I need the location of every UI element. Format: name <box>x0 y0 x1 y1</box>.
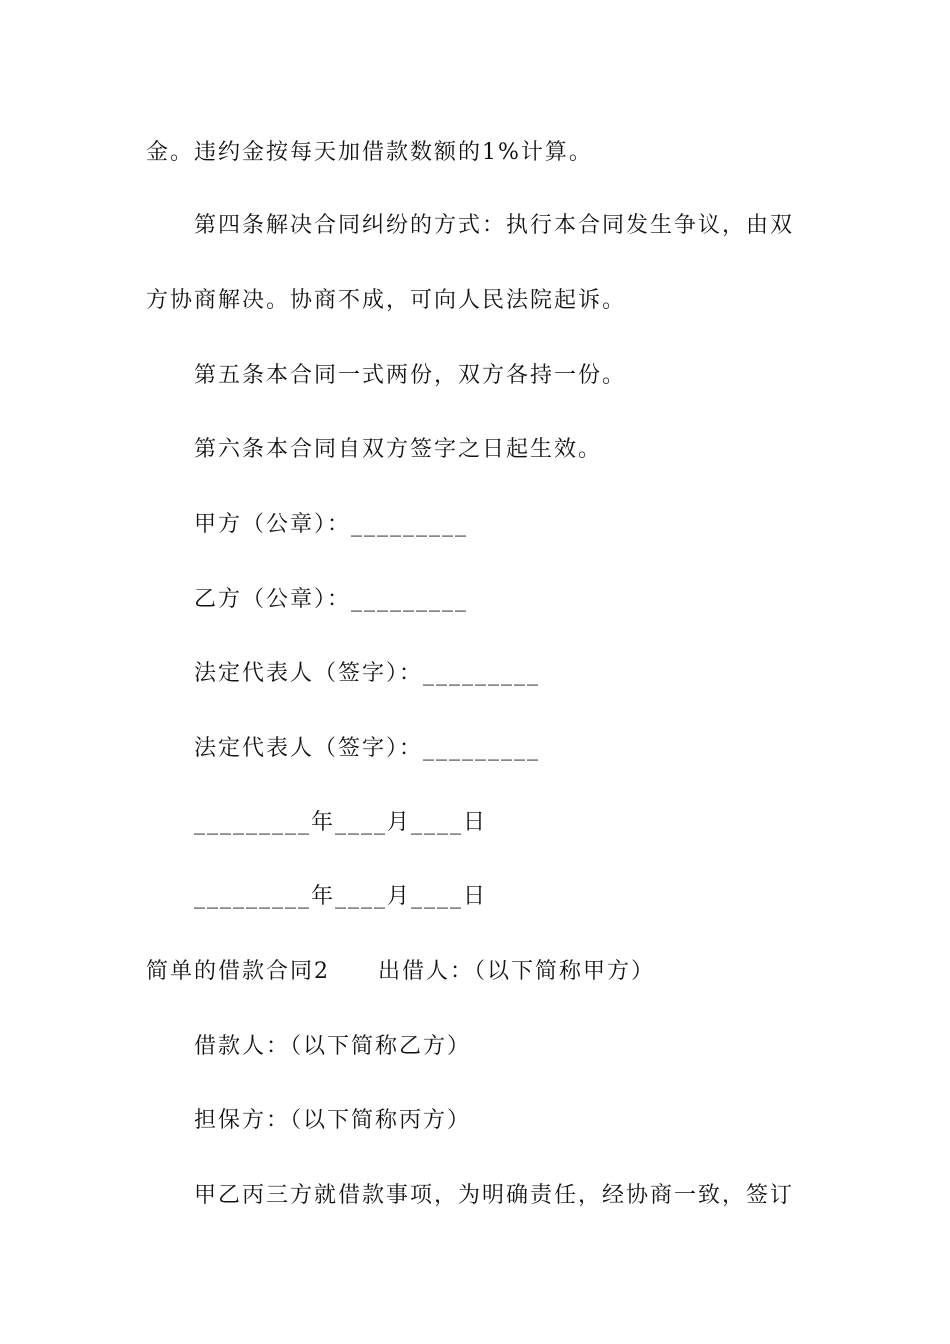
text-line-borrower: 借款人：（以下简称乙方） <box>194 1034 472 1059</box>
signature-line-party-b-seal: 乙方（公章）：_________ <box>194 587 469 612</box>
signature-line-legal-rep-1: 法定代表人（签字）：_________ <box>194 661 541 686</box>
section-title-contract-2: 简单的借款合同2 出借人：（以下简称甲方） <box>146 959 655 984</box>
text-line-article-5: 第五条本合同一式两份，双方各持一份。 <box>194 363 627 388</box>
text-line-agreement-intro: 甲乙丙三方就借款事项，为明确责任，经协商一致，签订 <box>194 1183 795 1208</box>
text-line-article-6: 第六条本合同自双方签字之日起生效。 <box>194 437 603 462</box>
signature-line-legal-rep-2: 法定代表人（签字）：_________ <box>194 736 541 761</box>
text-line-guarantor: 担保方：（以下简称丙方） <box>194 1108 472 1133</box>
text-line-article-4-cont: 方协商解决。协商不成，可向人民法院起诉。 <box>146 288 627 313</box>
signature-line-party-a-seal: 甲方（公章）：_________ <box>194 512 469 537</box>
text-line-penalty: 金。违约金按每天加借款数额的1%计算。 <box>146 140 593 165</box>
date-line-2: _________年____月____日 <box>194 884 488 909</box>
date-line-1: _________年____月____日 <box>194 810 488 835</box>
text-line-article-4: 第四条解决合同纠纷的方式：执行本合同发生争议，由双 <box>194 213 795 238</box>
